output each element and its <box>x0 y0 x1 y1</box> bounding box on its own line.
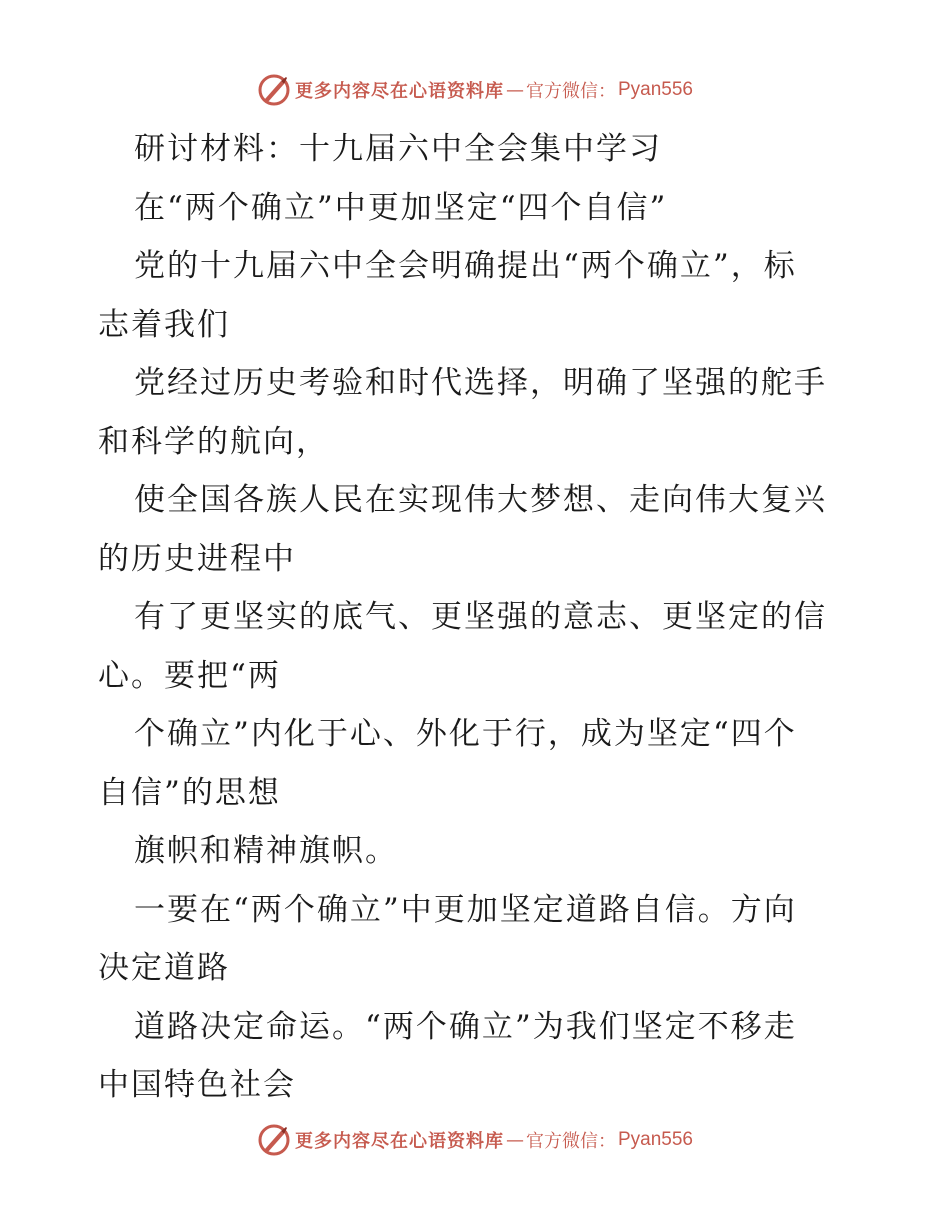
text-line: 有了更坚实的底气、更坚强的意志、更坚定的信 <box>134 599 827 635</box>
text-line: 自信”的思想 <box>98 774 281 811</box>
footer-watermark-banner <box>0 1120 950 1160</box>
text-line: 志着我们 <box>98 306 230 343</box>
document-body <box>98 120 858 1115</box>
text-line: 决定道路 <box>98 950 230 986</box>
text-line: 道路决定命运。“两个确立”为我们坚定不移走 <box>134 1008 797 1045</box>
text-line: 一要在“两个确立”中更加坚定道路自信。方向 <box>134 891 797 928</box>
text-line: 心。要把“两 <box>98 657 281 694</box>
brand-text: 更多内容尽在心语资料库 <box>294 81 504 102</box>
pen-feather-logo-icon <box>257 73 291 107</box>
official-wechat-label: 官方微信： <box>525 81 616 102</box>
text-line: 在“两个确立”中更加坚定“四个自信” <box>134 189 668 226</box>
wechat-id: Pyan556 <box>617 1129 693 1150</box>
separator-dash: — <box>505 79 524 101</box>
text-line: 中国特色社会 <box>98 1067 296 1103</box>
text-line: 使全国各族人民在实现伟大梦想、走向伟大复兴 <box>134 482 827 518</box>
wechat-id: Pyan556 <box>617 79 693 100</box>
text-line: 旗帜和精神旗帜。 <box>134 833 398 869</box>
text-line: 研讨材料：十九届六中全会集中学习 <box>134 131 662 167</box>
official-wechat-label: 官方微信： <box>525 1131 616 1152</box>
text-line: 和科学的航向， <box>98 423 329 460</box>
header-watermark-banner <box>0 70 950 110</box>
text-line: 党经过历史考验和时代选择，明确了坚强的舵手 <box>134 365 827 401</box>
separator-dash: — <box>505 1129 524 1151</box>
text-line: 个确立”内化于心、外化于行，成为坚定“四个 <box>134 716 797 752</box>
text-line: 的历史进程中 <box>98 540 296 577</box>
text-line: 党的十九届六中全会明确提出“两个确立”，标 <box>134 248 797 284</box>
pen-feather-logo-icon <box>257 1123 291 1157</box>
brand-text: 更多内容尽在心语资料库 <box>294 1131 504 1152</box>
